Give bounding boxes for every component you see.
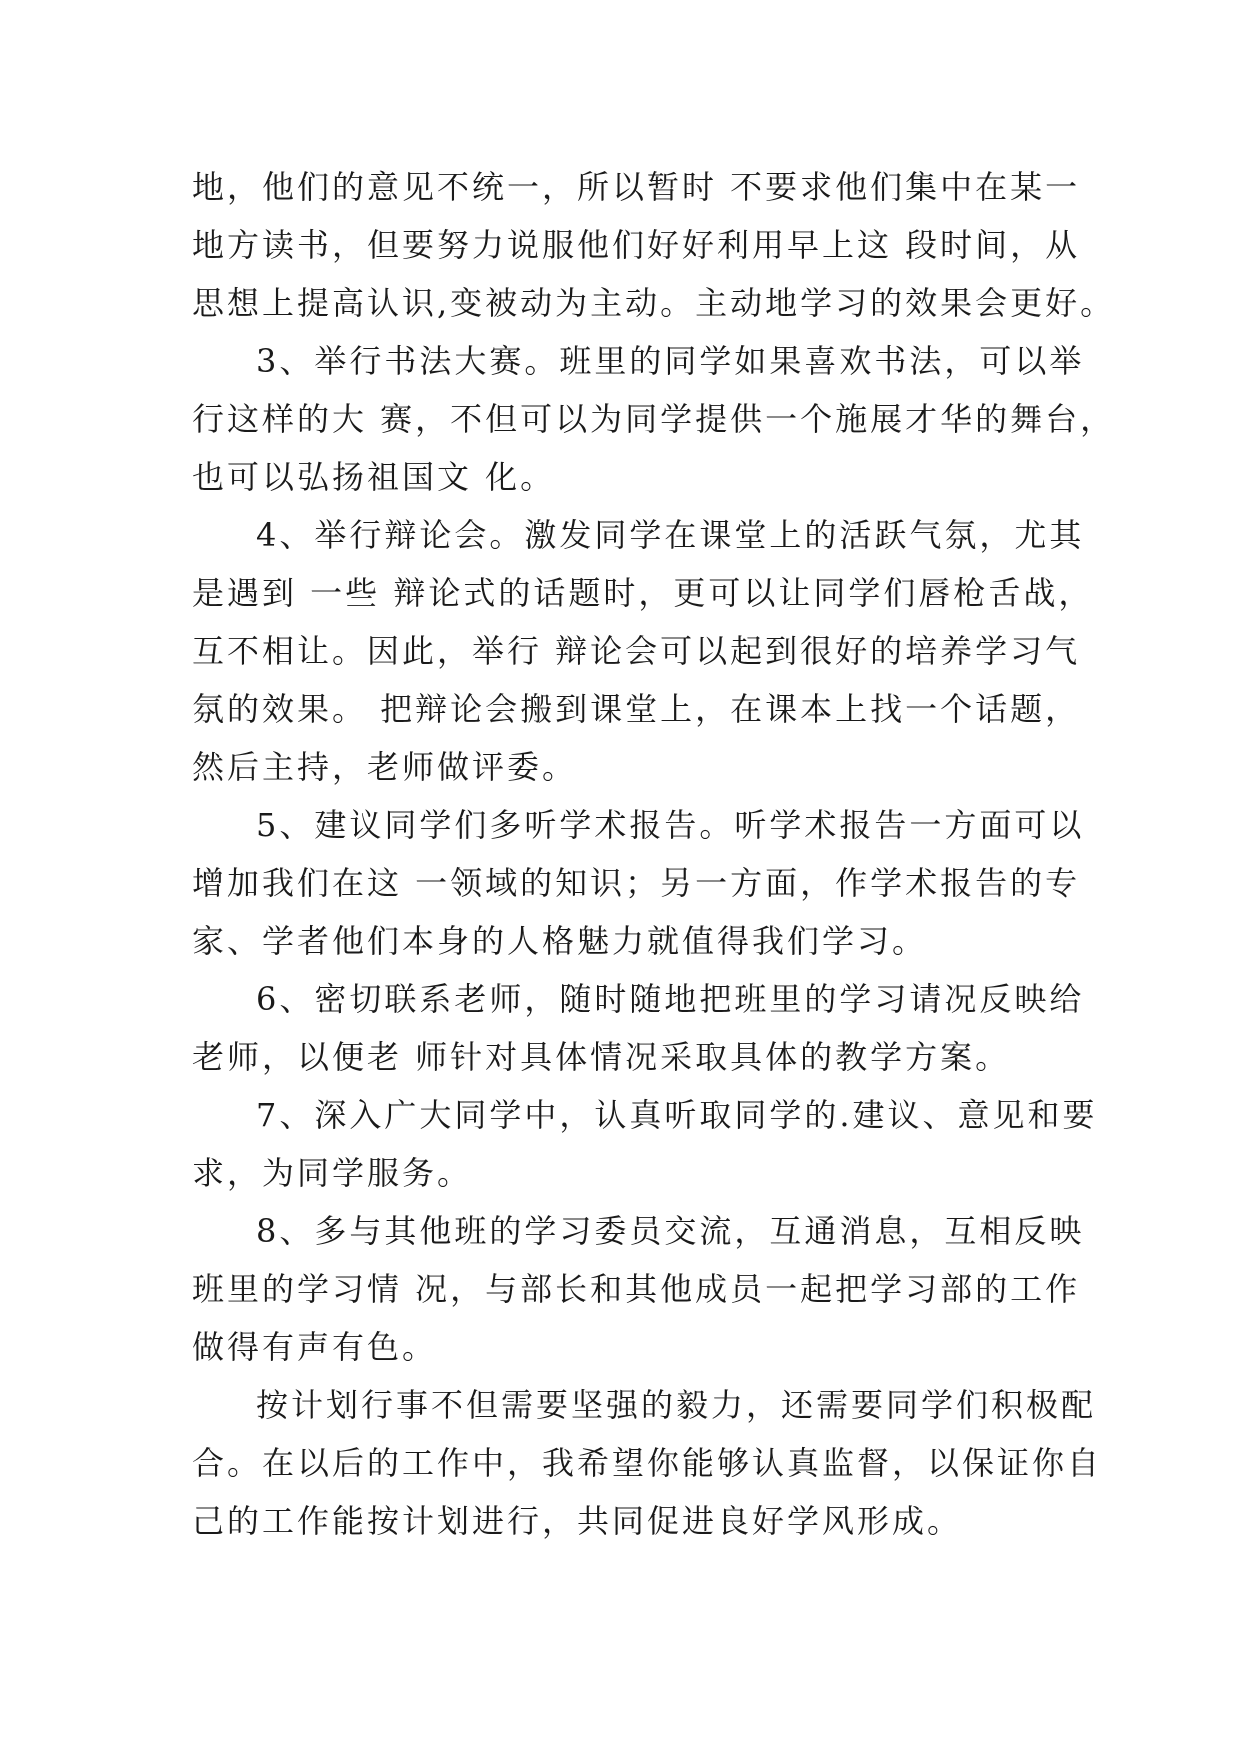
body-text (192, 158, 1116, 1550)
text-line: 4、举行辩论会。激发同学在课堂上的活跃气氛，尤其 (256, 516, 1085, 554)
text-line: 7、深入广大同学中，认真听取同学的.建议、意见和要 (256, 1096, 1098, 1134)
text-line: 增加我们在这 一领域的知识；另一方面，作学术报告的专 (192, 864, 1081, 902)
text-line: 然后主持，老师做评委。 (192, 748, 578, 786)
text-line: 思想上提高认识,变被动为主动。主动地学习的效果会更好。 (192, 284, 1116, 322)
text-line: 求，为同学服务。 (192, 1154, 473, 1192)
text-line: 互不相让。因此，举行 辩论会可以起到很好的培养学习气 (192, 632, 1081, 670)
text-line: 班里的学习情 况，与部长和其他成员一起把学习部的工作 (192, 1270, 1081, 1308)
text-line: 3、举行书法大赛。班里的同学如果喜欢书法，可以举 (256, 342, 1085, 380)
text-line: 地，他们的意见不统一，所以暂时 不要求他们集中在某一 (192, 168, 1081, 206)
text-line: 合。在以后的工作中，我希望你能够认真监督，以保证你自 (192, 1444, 1103, 1482)
text-line: 按计划行事不但需要坚强的毅力，还需要同学们积极配 (256, 1386, 1097, 1424)
text-line: 是遇到 一些 辩论式的话题时，更可以让同学们唇枪舌战， (192, 574, 1094, 612)
text-line: 行这样的大 赛，不但可以为同学提供一个施展才华的舞台， (192, 400, 1116, 438)
text-line: 8、多与其他班的学习委员交流，互通消息，互相反映 (256, 1212, 1085, 1250)
text-line: 己的工作能按计划进行，共同促进良好学风形成。 (192, 1502, 963, 1540)
text-line: 老师，以便老 师针对具体情况采取具体的教学方案。 (192, 1038, 1011, 1076)
text-line: 做得有声有色。 (192, 1328, 438, 1366)
text-line: 也可以弘扬祖国文 化。 (192, 458, 556, 496)
text-line: 6、密切联系老师，随时随地把班里的学习请况反映给 (256, 980, 1085, 1018)
text-line: 5、建议同学们多听学术报告。听学术报告一方面可以 (256, 806, 1085, 844)
text-line: 氛的效果。 把辩论会搬到课堂上，在课本上找一个话题， (192, 690, 1081, 728)
text-line: 地方读书，但要努力说服他们好好利用早上这 段时间，从 (192, 226, 1081, 264)
text-line: 家、学者他们本身的人格魅力就值得我们学习。 (192, 922, 928, 960)
